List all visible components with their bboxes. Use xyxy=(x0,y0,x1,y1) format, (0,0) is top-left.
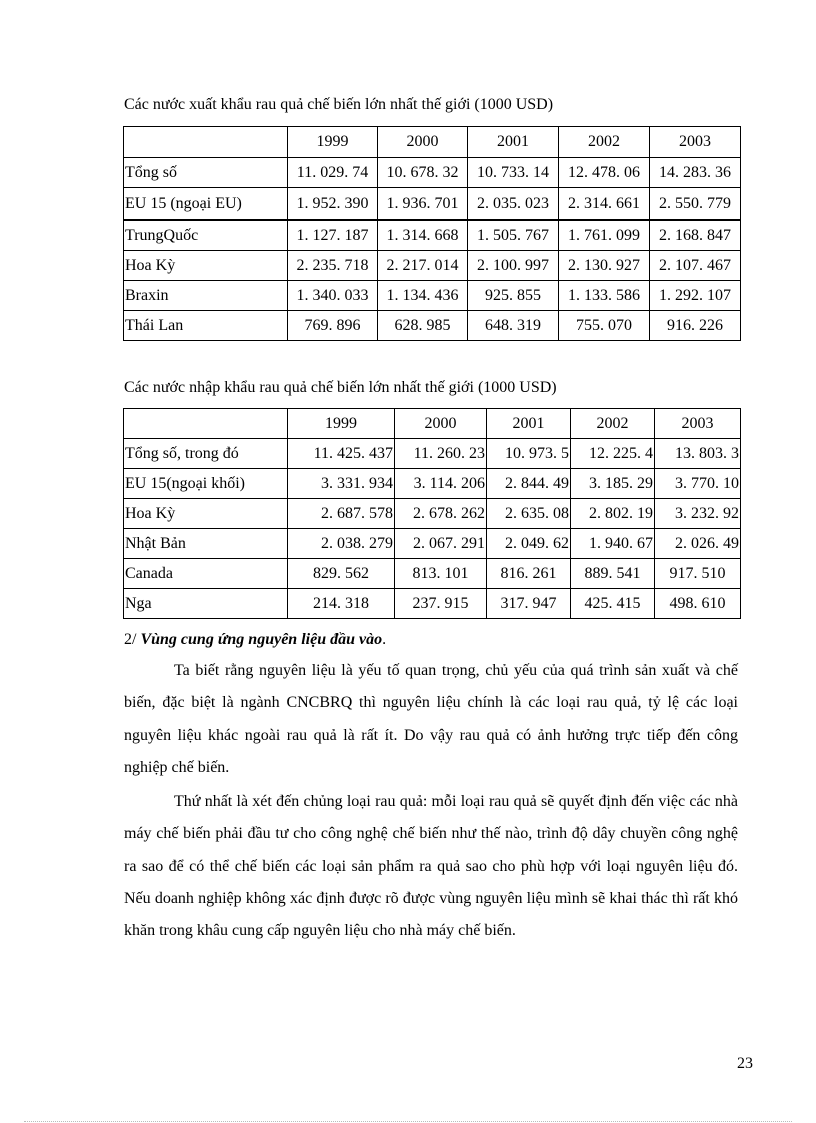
table-cell: 2. 314. 661 xyxy=(559,188,650,221)
table-row xyxy=(124,559,741,589)
table-cell: 2. 168. 847 xyxy=(650,220,741,251)
year-header: 2002 xyxy=(559,127,650,158)
row-label: Tổng số xyxy=(124,158,288,188)
table-row xyxy=(124,439,741,469)
year-header: 2002 xyxy=(571,409,655,439)
table-cell: 1. 133. 586 xyxy=(559,281,650,311)
row-label: EU 15(ngoại khối) xyxy=(124,469,288,499)
export-table xyxy=(123,126,741,341)
year-header: 2000 xyxy=(378,127,468,158)
table-row xyxy=(124,158,741,188)
section-number: 2/ xyxy=(124,631,141,648)
row-label: Nga xyxy=(124,589,288,619)
table-cell: 214. 318 xyxy=(288,589,395,619)
page-number: 23 xyxy=(737,1055,753,1072)
table-cell: 12. 225. 4 xyxy=(571,439,655,469)
section-heading xyxy=(124,631,386,649)
table-cell: 1. 292. 107 xyxy=(650,281,741,311)
table-cell: 1. 761. 099 xyxy=(559,220,650,251)
table-cell: 3. 331. 934 xyxy=(288,469,395,499)
table-cell: 2. 844. 49 xyxy=(487,469,571,499)
table-cell: 829. 562 xyxy=(288,559,395,589)
body-paragraph: Thứ nhất là xét đến chủng loại rau quả: mỗi loại rau quả sẽ quyết định đến việc các nhà máy chế biến phải đầu tư cho công nghệ chế biến như thế nào, trình độ dây chuyền công nghệ ra sao để có thể chế biến các loại sản phẩm ra quả sao cho phù hợp với loại nguyên liệu đó. Nếu doanh nghiệp không xác định được rõ được vùng nguyên liệu mình sẽ khai thác thì rất khó khăn trong khâu cung cấp nguyên liệu cho nhà máy chế biến. xyxy=(124,793,738,940)
table-row xyxy=(124,499,741,529)
table-row xyxy=(124,469,741,499)
row-label: Braxin xyxy=(124,281,288,311)
table-cell: 13. 803. 3 xyxy=(655,439,741,469)
table-cell: 14. 283. 36 xyxy=(650,158,741,188)
year-header: 2003 xyxy=(650,127,741,158)
table-cell: 648. 319 xyxy=(468,311,559,341)
row-label: Hoa Kỳ xyxy=(124,251,288,281)
table-cell: 11. 260. 23 xyxy=(395,439,487,469)
table-cell: 917. 510 xyxy=(655,559,741,589)
year-header: 2000 xyxy=(395,409,487,439)
row-label: Hoa Kỳ xyxy=(124,499,288,529)
table-cell: 1. 127. 187 xyxy=(288,220,378,251)
table-cell: 12. 478. 06 xyxy=(559,158,650,188)
table-header-row xyxy=(124,127,741,158)
table-row xyxy=(124,311,741,341)
table-cell: 1. 314. 668 xyxy=(378,220,468,251)
table-cell: 628. 985 xyxy=(378,311,468,341)
table-cell: 3. 770. 10 xyxy=(655,469,741,499)
table-cell: 2. 067. 291 xyxy=(395,529,487,559)
table-row xyxy=(124,251,741,281)
table-cell: 2. 217. 014 xyxy=(378,251,468,281)
table-cell: 11. 425. 437 xyxy=(288,439,395,469)
table-cell: 2. 049. 62 xyxy=(487,529,571,559)
table-cell: 925. 855 xyxy=(468,281,559,311)
table-cell: 813. 101 xyxy=(395,559,487,589)
row-label: Thái Lan xyxy=(124,311,288,341)
import-table xyxy=(123,408,741,619)
year-header: 2003 xyxy=(655,409,741,439)
table-cell: 755. 070 xyxy=(559,311,650,341)
table-cell: 1. 134. 436 xyxy=(378,281,468,311)
table-cell: 2. 802. 19 xyxy=(571,499,655,529)
table-cell: 889. 541 xyxy=(571,559,655,589)
section-title-end: . xyxy=(382,631,387,648)
table-cell: 10. 733. 14 xyxy=(468,158,559,188)
table-cell: 816. 261 xyxy=(487,559,571,589)
table-cell: 3. 114. 206 xyxy=(395,469,487,499)
table-cell: 2. 130. 927 xyxy=(559,251,650,281)
table-cell: 498. 610 xyxy=(655,589,741,619)
table-cell: 3. 232. 92 xyxy=(655,499,741,529)
table-cell: 1. 952. 390 xyxy=(288,188,378,221)
table-cell: 1. 936. 701 xyxy=(378,188,468,221)
table-cell: 2. 550. 779 xyxy=(650,188,741,221)
row-label: EU 15 (ngoại EU) xyxy=(124,188,288,221)
table-cell: 425. 415 xyxy=(571,589,655,619)
table-cell: 2. 038. 279 xyxy=(288,529,395,559)
row-label: Tổng số, trong đó xyxy=(124,439,288,469)
table-cell: 2. 678. 262 xyxy=(395,499,487,529)
page-bottom-divider xyxy=(24,1121,792,1122)
year-header: 1999 xyxy=(288,127,378,158)
header-blank xyxy=(124,127,288,158)
table-row xyxy=(124,529,741,559)
table-cell: 2. 235. 718 xyxy=(288,251,378,281)
table-header-row xyxy=(124,409,741,439)
body-paragraph: Ta biết rằng nguyên liệu là yếu tố quan trọng, chủ yếu của quá trình sản xuất và chế biến, đặc biệt là ngành CNCBRQ thì nguyên liệu chính là các loại rau quả, tỷ lệ các loại nguyên liệu khác ngoài rau quả là rất ít. Do vậy rau quả có ảnh hưởng trực tiếp đến công nghiệp chế biến. xyxy=(124,662,738,776)
year-header: 1999 xyxy=(288,409,395,439)
header-blank xyxy=(124,409,288,439)
table-cell: 769. 896 xyxy=(288,311,378,341)
row-label: TrungQuốc xyxy=(124,220,288,251)
table-row xyxy=(124,188,741,221)
row-label: Canada xyxy=(124,559,288,589)
table-cell: 916. 226 xyxy=(650,311,741,341)
table-cell: 237. 915 xyxy=(395,589,487,619)
table-row xyxy=(124,589,741,619)
table2-caption: Các nước nhập khẩu rau quả chế biến lớn nhất thế giới (1000 USD) xyxy=(124,379,557,396)
table1-caption: Các nước xuất khẩu rau quả chế biến lớn nhất thế giới (1000 USD) xyxy=(124,96,554,113)
section-title: Vùng cung ứng nguyên liệu đầu vào xyxy=(140,631,383,648)
table-cell: 10. 973. 5 xyxy=(487,439,571,469)
table-cell: 1. 940. 67 xyxy=(571,529,655,559)
table-cell: 10. 678. 32 xyxy=(378,158,468,188)
table-cell: 317. 947 xyxy=(487,589,571,619)
table-cell: 1. 505. 767 xyxy=(468,220,559,251)
table-cell: 11. 029. 74 xyxy=(288,158,378,188)
table-cell: 2. 100. 997 xyxy=(468,251,559,281)
table-row xyxy=(124,281,741,311)
table-cell: 3. 185. 29 xyxy=(571,469,655,499)
table-cell: 2. 107. 467 xyxy=(650,251,741,281)
table-row xyxy=(124,220,741,251)
table-cell: 1. 340. 033 xyxy=(288,281,378,311)
year-header: 2001 xyxy=(468,127,559,158)
row-label: Nhật Bản xyxy=(124,529,288,559)
table-cell: 2. 635. 08 xyxy=(487,499,571,529)
table-cell: 2. 035. 023 xyxy=(468,188,559,221)
year-header: 2001 xyxy=(487,409,571,439)
table-cell: 2. 687. 578 xyxy=(288,499,395,529)
table-cell: 2. 026. 49 xyxy=(655,529,741,559)
